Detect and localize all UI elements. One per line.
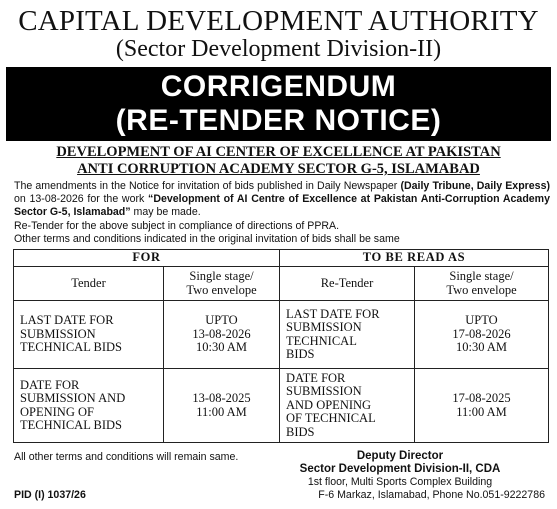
amendment-paragraph: The amendments in the Notice for invitation of bids published in Daily Newspaper (Daily Tribune, Daily Express) on 13-08-2026 for the work “Development of AI Centre of Excellence at Pakistan Anti-Corruption Academy Sector G-5, Islamabad” may be made. (14, 180, 550, 219)
tender-cell: LAST DATE FOR SUBMISSION TECHNICAL BIDS (14, 301, 164, 369)
pid-number: PID (I) 1037/26 (14, 489, 86, 501)
org-title: CAPITAL DEVELOPMENT AUTHORITY (18, 5, 539, 37)
banner-subtitle: (RE-TENDER NOTICE) (115, 104, 442, 137)
header-to-be-read-as: TO BE READ AS (280, 250, 549, 267)
header-for: FOR (14, 250, 280, 267)
signatory-title: Deputy Director (356, 450, 444, 462)
subject-line-2: ANTI CORRUPTION ACADEMY SECTOR G-5, ISLAMABAD (77, 161, 480, 177)
footer-note: All other terms and conditions will remain same. (14, 451, 239, 463)
tender-stage-cell: UPTO 13-08-2026 10:30 AM (164, 301, 280, 369)
retender-stage-cell: UPTO 17-08-2026 10:30 AM (415, 301, 549, 369)
banner-title: CORRIGENDUM (160, 70, 397, 103)
notice-body (14, 180, 550, 246)
table-row (14, 301, 549, 369)
col-stage-retender: Single stage/ Two envelope (415, 267, 549, 301)
tender-stage-cell: 13-08-2025 11:00 AM (164, 369, 280, 443)
col-tender: Tender (14, 267, 164, 301)
table-row (14, 369, 549, 443)
address-line-2: F-6 Markaz, Islamabad, Phone No.051-9222786 (318, 489, 545, 501)
org-subtitle: (Sector Development Division-II) (115, 36, 442, 62)
terms-paragraph: Other terms and conditions indicated in the original invitation of bids shall be same (14, 232, 400, 245)
address-line-1: 1st floor, Multi Sports Complex Building (307, 476, 493, 488)
col-stage: Single stage/ Two envelope (164, 267, 280, 301)
retender-stage-cell: 17-08-2025 11:00 AM (415, 369, 549, 443)
tender-cell: DATE FOR SUBMISSION AND OPENING OF TECHNICAL BIDS (14, 369, 164, 443)
retender-cell: LAST DATE FOR SUBMISSION TECHNICAL BIDS (280, 301, 415, 369)
notice-banner (6, 67, 551, 141)
signatory-office: Sector Development Division-II, CDA (299, 463, 501, 475)
bids-schedule-table (13, 249, 549, 443)
col-retender: Re-Tender (280, 267, 415, 301)
retender-cell: DATE FOR SUBMISSION AND OPENING OF TECHNICAL BIDS (280, 369, 415, 443)
subject-line-1: DEVELOPMENT OF AI CENTER OF EXCELLENCE AT PAKISTAN (56, 144, 501, 160)
retender-paragraph: Re-Tender for the above subject in compliance of directions of PPRA. (14, 219, 340, 232)
